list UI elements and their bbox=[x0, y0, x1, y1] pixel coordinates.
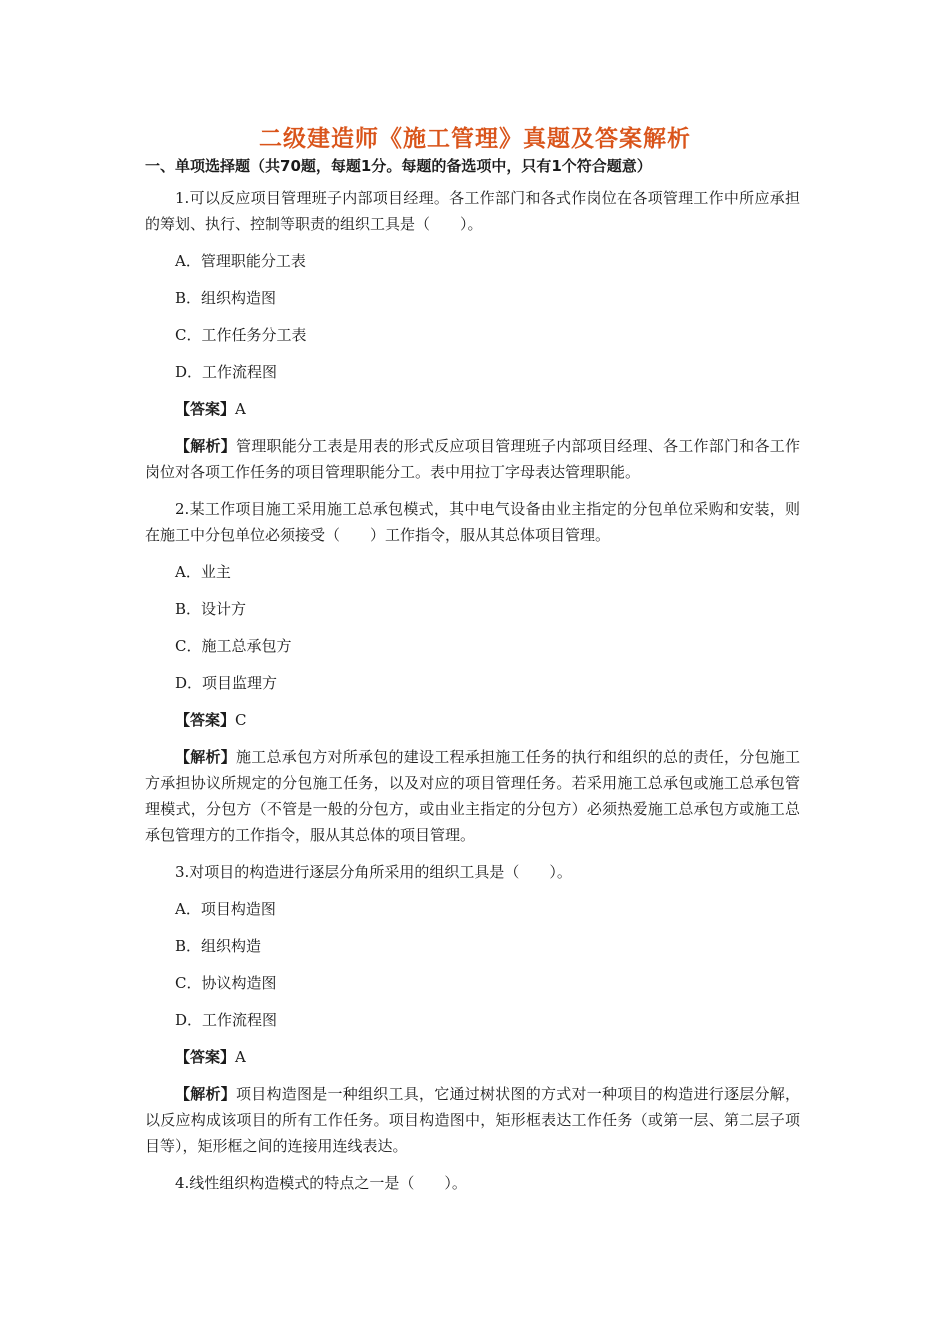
answer-label: 【答案】 bbox=[175, 400, 236, 418]
document-title: 二级建造师《施工管理》真题及答案解析 bbox=[259, 126, 691, 152]
analysis-label: 【解析】 bbox=[175, 748, 236, 766]
analysis-text: 施工总承包方对所承包的建设工程承担施工任务的执行和组织的总的责任，分包施工方承担协议所规定的分包施工任务，以及对应的项目管理任务。若采用施工总承包或施工总承包管理模式，分包方（不管是一般的分包方，或由业主指定的分包方）必须热爱施工总承包方或施工总承包管理方的工作指令，服从其总体的项目管理。 bbox=[145, 748, 800, 844]
question-2-analysis bbox=[145, 744, 800, 848]
question-1-option-b: B．组织构造图 bbox=[175, 289, 277, 307]
answer-value: C bbox=[235, 711, 247, 729]
question-1-option-c: C．工作任务分工表 bbox=[175, 326, 307, 344]
question-2-answer bbox=[145, 707, 800, 733]
question-1-answer bbox=[145, 396, 800, 422]
question-3-analysis bbox=[145, 1081, 800, 1159]
question-1-analysis bbox=[145, 433, 800, 485]
question-3-option-a: A．项目构造图 bbox=[175, 900, 276, 918]
question-2-option-c: C．施工总承包方 bbox=[175, 637, 292, 655]
question-3-answer bbox=[145, 1044, 800, 1070]
question-3-option-d: D．工作流程图 bbox=[175, 1011, 278, 1029]
section-heading: 一、单项选择题（共70题，每题1分。每题的备选项中，只有1个符合题意） bbox=[145, 157, 652, 175]
analysis-label: 【解析】 bbox=[175, 1085, 236, 1103]
answer-label: 【答案】 bbox=[175, 1048, 236, 1066]
document-body bbox=[145, 185, 800, 1207]
answer-value: A bbox=[235, 1048, 246, 1066]
question-1-option-d: D．工作流程图 bbox=[175, 363, 278, 381]
question-1-stem: 1.可以反应项目管理班子内部项目经理。各工作部门和各式作岗位在各项管理工作中所应承担的筹划、执行、控制等职责的组织工具是（ ）。 bbox=[145, 189, 800, 233]
question-1-option-a: A．管理职能分工表 bbox=[175, 252, 306, 270]
question-3-option-c: C．协议构造图 bbox=[175, 974, 277, 992]
analysis-text: 项目构造图是一种组织工具，它通过树状图的方式对一种项目的构造进行逐层分解，以反应构成该项目的所有工作任务。项目构造图中，矩形框表达工作任务（或第一层、第二层子项目等），矩形框之间的连接用连线表达。 bbox=[145, 1085, 800, 1155]
answer-label: 【答案】 bbox=[175, 711, 236, 729]
answer-value: A bbox=[235, 400, 246, 418]
question-4-stem: 4.线性组织构造模式的特点之一是（ ）。 bbox=[175, 1174, 467, 1192]
question-2-stem: 2.某工作项目施工采用施工总承包模式，其中电气设备由业主指定的分包单位采购和安装，则在施工中分包单位必须接受（ ）工作指令，服从其总体项目管理。 bbox=[145, 500, 800, 544]
question-3-stem: 3.对项目的构造进行逐层分角所采用的组织工具是（ ）。 bbox=[175, 863, 572, 881]
question-2-option-b: B．设计方 bbox=[175, 600, 247, 618]
analysis-label: 【解析】 bbox=[175, 437, 236, 455]
analysis-text: 管理职能分工表是用表的形式反应项目管理班子内部项目经理、各工作部门和各工作岗位对各项工作任务的项目管理职能分工。表中用拉丁字母表达管理职能。 bbox=[145, 437, 800, 481]
question-2-option-a: A．业主 bbox=[175, 563, 231, 581]
question-3-option-b: B．组织构造 bbox=[175, 937, 262, 955]
question-2-option-d: D．项目监理方 bbox=[175, 674, 278, 692]
